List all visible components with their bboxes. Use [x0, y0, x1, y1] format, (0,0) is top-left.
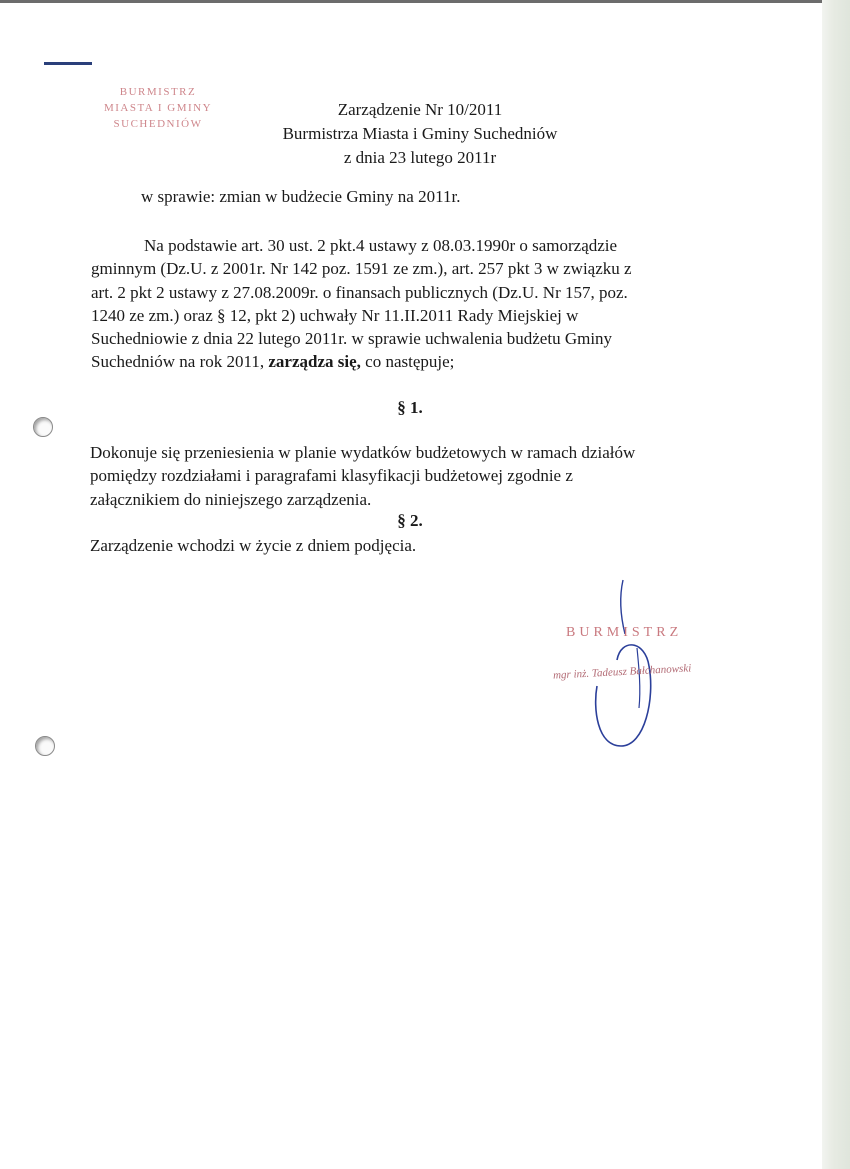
corner-mark: [44, 62, 92, 65]
legal-basis-paragraph: [91, 234, 731, 374]
legal-basis-line: gminnym (Dz.U. z 2001r. Nr 142 poz. 1591 ze zm.), art. 257 pkt 3 w związku z: [91, 259, 632, 279]
signature-stamp-name: mgr inż. Tadeusz Bałchanowski: [552, 662, 692, 682]
section-1-line: załącznikiem do niniejszego zarządzenia.: [90, 489, 372, 509]
stamp-line-2: MIASTA I GMINY: [103, 102, 213, 114]
legal-basis-line: 1240 ze zm.) oraz § 12, pkt 2) uchwały Nr 11.II.2011 Rady Miejskiej w: [91, 305, 579, 325]
section-2-heading: § 2.: [397, 511, 423, 530]
decree-formula: zarządza się,: [268, 352, 361, 372]
document-title: Zarządzenie Nr 10/2011: [337, 100, 503, 119]
section-1-text: [90, 441, 635, 511]
section-2-line: Zarządzenie wchodzi w życie z dniem podjęcia.: [90, 536, 417, 555]
document-date: z dnia 23 lutego 2011r: [343, 148, 497, 167]
stamp-line-3: SUCHEDNIÓW: [113, 118, 203, 130]
scan-top-edge: [0, 0, 850, 3]
section-1-heading: § 1.: [397, 398, 423, 417]
signature-stamp-title: BURMISTRZ: [566, 625, 683, 640]
punch-hole-top: [33, 417, 53, 437]
punch-hole-bottom: [35, 736, 55, 756]
scan-right-edge: [822, 0, 850, 1169]
organization-stamp: [88, 84, 228, 132]
section-2-text: [90, 534, 416, 557]
document-subject: w sprawie: zmian w budżecie Gminy na 2011r.: [141, 187, 461, 206]
section-1-line: pomiędzy rozdziałami i paragrafami klasyfikacji budżetowej zgodnie z: [90, 466, 573, 486]
document-header: [230, 98, 610, 170]
document-issuer: Burmistrza Miasta i Gminy Suchedniów: [282, 124, 558, 143]
section-1-line: Dokonuje się przeniesienia w planie wydatków budżetowych w ramach działów: [90, 443, 636, 462]
legal-basis-last-prefix: Suchedniów na rok 2011,: [91, 352, 269, 372]
legal-basis-last-suffix: co następuje;: [360, 352, 455, 372]
legal-basis-line: Na podstawie art. 30 ust. 2 pkt.4 ustawy z 08.03.1990r o samorządzie: [144, 236, 618, 255]
legal-basis-last-line: [91, 350, 731, 373]
legal-basis-line: Suchedniowie z dnia 22 lutego 2011r. w sprawie uchwalenia budżetu Gminy: [91, 329, 613, 349]
stamp-line-1: BURMISTRZ: [119, 86, 197, 98]
legal-basis-line: art. 2 pkt 2 ustawy z 27.08.2009r. o finansach publicznych (Dz.U. Nr 157, poz.: [91, 282, 628, 302]
